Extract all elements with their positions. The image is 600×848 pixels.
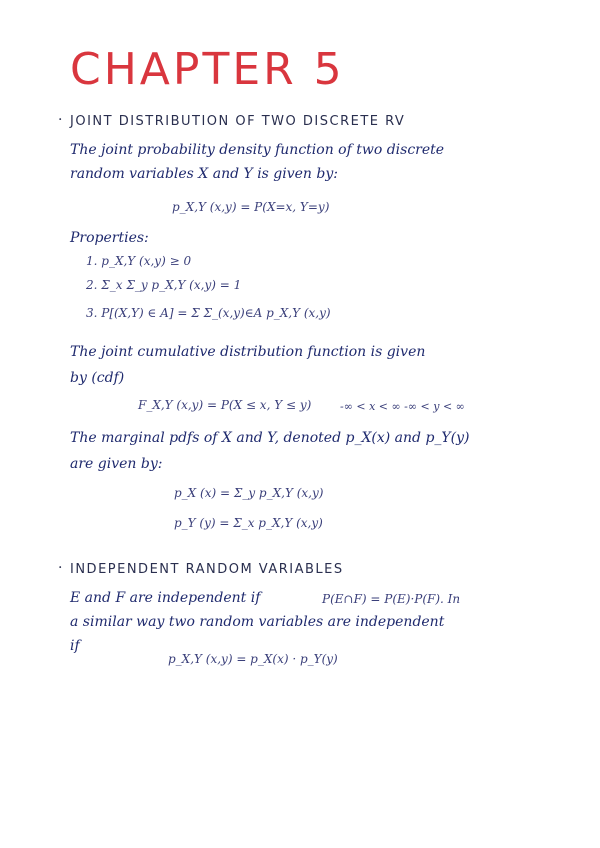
cdf-line-1: The joint cumulative distribution function is given (70, 344, 426, 360)
chapter-title: CHAPTER 5 (70, 44, 345, 95)
intro-line-2: random variables X and Y is given by: (70, 166, 338, 182)
independence-line-1: E and F are independent if (70, 590, 261, 606)
independence-line-3: if (70, 638, 80, 654)
independence-line-2: a similar way two random variables are independent (70, 614, 445, 630)
marginal-line-2: are given by: (70, 456, 163, 472)
joint-pmf-equation: p_X,Y (x,y) = P(X=x, Y=y) (172, 200, 330, 214)
independence-rv-equation: p_X,Y (x,y) = p_X(x) · p_Y(y) (168, 652, 338, 666)
section-heading-joint-distribution: JOINT DISTRIBUTION OF TWO DISCRETE RV (70, 114, 406, 129)
marginal-line-1: The marginal pdfs of X and Y, denoted p_X(x) and p_Y(y) (70, 430, 470, 446)
bullet-dot: · (58, 112, 63, 128)
bullet-dot: · (58, 560, 63, 576)
section-heading-independent-rv: INDEPENDENT RANDOM VARIABLES (70, 562, 344, 577)
cdf-line-2: by (cdf) (70, 370, 125, 386)
cdf-equation: F_X,Y (x,y) = P(X ≤ x, Y ≤ y) (138, 398, 312, 412)
marginal-x-equation: p_X (x) = Σ_y p_X,Y (x,y) (174, 486, 324, 500)
property-2: 2. Σ_x Σ_y p_X,Y (x,y) = 1 (86, 278, 242, 292)
marginal-y-equation: p_Y (y) = Σ_x p_X,Y (x,y) (174, 516, 323, 530)
property-1: 1. p_X,Y (x,y) ≥ 0 (86, 254, 192, 268)
cdf-range: -∞ < x < ∞ -∞ < y < ∞ (340, 400, 465, 413)
independence-events-equation: P(E∩F) = P(E)·P(F). In (322, 592, 461, 606)
intro-line-1: The joint probability density function of two discrete (70, 142, 445, 158)
property-3: 3. P[(X,Y) ∈ A] = Σ Σ_(x,y)∈A p_X,Y (x,y) (86, 306, 331, 320)
properties-label: Properties: (70, 230, 149, 246)
